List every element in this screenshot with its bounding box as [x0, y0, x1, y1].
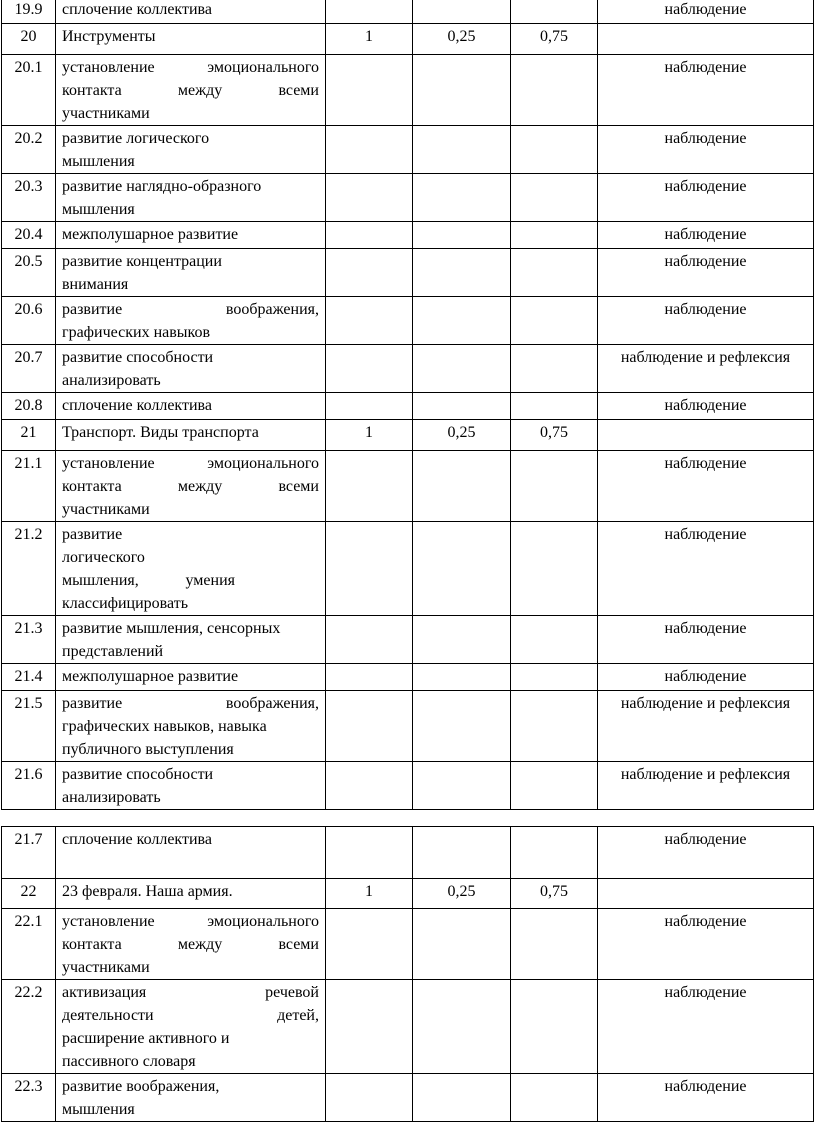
table-row: [2, 762, 814, 810]
topic-cell: сплочение коллектива: [56, 827, 326, 879]
control-form-cell: наблюдение: [598, 55, 814, 126]
theory-cell: [413, 616, 511, 664]
topic-line: мышления, умения: [62, 572, 235, 589]
theory-cell: [413, 297, 511, 345]
hours-cell: [326, 691, 413, 762]
table-row: [2, 664, 814, 691]
hours-cell: [326, 249, 413, 297]
table-row: [2, 909, 814, 980]
hours-cell: [326, 616, 413, 664]
topic-cell: сплочение коллектива: [56, 393, 326, 420]
topic-line: публичного выступления: [62, 741, 234, 758]
table-row: [2, 126, 814, 174]
table-row: [2, 420, 814, 451]
hours-cell: [326, 664, 413, 691]
theory-cell: [413, 827, 511, 879]
topic-cell: межполушарное развитие: [56, 222, 326, 249]
practice-cell: [511, 451, 598, 522]
table-row: [2, 297, 814, 345]
control-form-cell: наблюдение: [598, 126, 814, 174]
theory-cell: [413, 393, 511, 420]
topic-line: контакта между всеми: [62, 82, 319, 99]
hours-cell: 1: [326, 879, 413, 909]
hours-cell: [326, 126, 413, 174]
topic-line: установление эмоционального: [62, 455, 319, 472]
control-form-cell: наблюдение: [598, 451, 814, 522]
theory-cell: [413, 0, 511, 24]
practice-cell: [511, 827, 598, 879]
table-row: [2, 24, 814, 55]
row-number: 20.8: [2, 393, 56, 420]
theory-cell: [413, 909, 511, 980]
control-form-cell: наблюдение: [598, 0, 814, 24]
topic-line: контакта между всеми: [62, 936, 319, 953]
control-form-cell: наблюдение: [598, 1074, 814, 1122]
table-row: [2, 249, 814, 297]
lesson-plan-table-continued: [1, 826, 814, 1122]
theory-cell: [413, 1074, 511, 1122]
theory-cell: 0,25: [413, 420, 511, 451]
theory-cell: [413, 222, 511, 249]
topic-line: пассивного словаря: [62, 1053, 196, 1070]
control-form-cell: наблюдение: [598, 522, 814, 616]
row-number: 20.1: [2, 55, 56, 126]
control-form-cell: наблюдение: [598, 664, 814, 691]
control-form-cell: [598, 24, 814, 55]
hours-cell: [326, 55, 413, 126]
theory-cell: [413, 174, 511, 222]
row-number: 22: [2, 879, 56, 909]
practice-cell: [511, 297, 598, 345]
practice-cell: 0,75: [511, 420, 598, 451]
hours-cell: 1: [326, 24, 413, 55]
practice-cell: 0,75: [511, 24, 598, 55]
row-number: 22.3: [2, 1074, 56, 1122]
practice-cell: [511, 762, 598, 810]
theory-cell: [413, 522, 511, 616]
topic-line: развитие воображения,: [62, 695, 319, 712]
hours-cell: [326, 522, 413, 616]
theory-cell: [413, 345, 511, 393]
hours-cell: [326, 0, 413, 24]
row-number: 22.1: [2, 909, 56, 980]
topic-line: развитие: [62, 526, 123, 543]
practice-cell: [511, 345, 598, 393]
topic-line: участниками: [62, 501, 150, 518]
topic-cell: сплочение коллектива: [56, 0, 326, 24]
hours-cell: [326, 297, 413, 345]
theory-cell: [413, 664, 511, 691]
topic-cell: развитие способности анализировать: [56, 345, 326, 393]
topic-line: расширение активного и: [62, 1030, 230, 1047]
row-number: 20.4: [2, 222, 56, 249]
table-row: [2, 393, 814, 420]
table-row: [2, 879, 814, 909]
control-form-cell: наблюдение: [598, 827, 814, 879]
control-form-cell: наблюдение: [598, 980, 814, 1074]
hours-cell: [326, 345, 413, 393]
control-form-cell: наблюдение: [598, 909, 814, 980]
topic-cell: [56, 691, 326, 762]
theory-cell: [413, 451, 511, 522]
topic-cell: [56, 451, 326, 522]
control-form-cell: наблюдение: [598, 393, 814, 420]
topic-cell: [56, 980, 326, 1074]
table-row: [2, 827, 814, 879]
topic-cell: развитие мышления, сенсорных представлений: [56, 616, 326, 664]
row-number: 20.2: [2, 126, 56, 174]
hours-cell: [326, 762, 413, 810]
topic-line: классифицировать: [62, 595, 188, 612]
hours-cell: [326, 827, 413, 879]
row-number: 20.3: [2, 174, 56, 222]
table-row: [2, 616, 814, 664]
topic-cell: [56, 55, 326, 126]
topic-cell: межполушарное развитие: [56, 664, 326, 691]
hours-cell: [326, 174, 413, 222]
control-form-cell: [598, 420, 814, 451]
control-form-cell: [598, 879, 814, 909]
topic-cell: [56, 297, 326, 345]
topic-line: установление эмоционального: [62, 59, 319, 76]
topic-line: контакта между всеми: [62, 478, 319, 495]
control-form-cell: наблюдение: [598, 297, 814, 345]
theory-cell: [413, 126, 511, 174]
theory-cell: [413, 691, 511, 762]
topic-cell: 23 февраля. Наша армия.: [56, 879, 326, 909]
row-number: 19.9: [2, 0, 56, 24]
table-row: [2, 345, 814, 393]
practice-cell: [511, 980, 598, 1074]
control-form-cell: наблюдение и рефлексия: [598, 762, 814, 810]
row-number: 21.6: [2, 762, 56, 810]
control-form-cell: наблюдение и рефлексия: [598, 345, 814, 393]
hours-cell: [326, 451, 413, 522]
table-row: [2, 55, 814, 126]
practice-cell: [511, 691, 598, 762]
practice-cell: [511, 249, 598, 297]
topic-cell: развитие воображения, мышления: [56, 1074, 326, 1122]
control-form-cell: наблюдение и рефлексия: [598, 691, 814, 762]
table-row: [2, 451, 814, 522]
practice-cell: [511, 393, 598, 420]
topic-line: развитие воображения,: [62, 301, 319, 318]
row-number: 21.2: [2, 522, 56, 616]
row-number: 21.1: [2, 451, 56, 522]
hours-cell: [326, 222, 413, 249]
topic-line: установление эмоционального: [62, 913, 319, 930]
row-number: 21.7: [2, 827, 56, 879]
practice-cell: [511, 174, 598, 222]
theory-cell: [413, 762, 511, 810]
table-row: [2, 0, 814, 24]
theory-cell: [413, 249, 511, 297]
row-number: 21: [2, 420, 56, 451]
table-row: [2, 691, 814, 762]
practice-cell: [511, 522, 598, 616]
row-number: 21.5: [2, 691, 56, 762]
practice-cell: [511, 616, 598, 664]
practice-cell: [511, 222, 598, 249]
practice-cell: [511, 664, 598, 691]
topic-cell: Транспорт. Виды транспорта: [56, 420, 326, 451]
row-number: 21.3: [2, 616, 56, 664]
hours-cell: 1: [326, 420, 413, 451]
topic-cell: развитие концентрации внимания: [56, 249, 326, 297]
hours-cell: [326, 1074, 413, 1122]
topic-cell: развитие логического мышления: [56, 126, 326, 174]
topic-line: логического: [62, 549, 145, 566]
row-number: 20.6: [2, 297, 56, 345]
theory-cell: 0,25: [413, 879, 511, 909]
control-form-cell: наблюдение: [598, 249, 814, 297]
row-number: 20.5: [2, 249, 56, 297]
practice-cell: [511, 55, 598, 126]
theory-cell: 0,25: [413, 24, 511, 55]
table-row: [2, 980, 814, 1074]
hours-cell: [326, 980, 413, 1074]
topic-cell: [56, 522, 326, 616]
practice-cell: [511, 1074, 598, 1122]
topic-line: графических навыков: [62, 324, 211, 341]
row-number: 20.7: [2, 345, 56, 393]
table-row: [2, 222, 814, 249]
topic-cell: [56, 909, 326, 980]
row-number: 21.4: [2, 664, 56, 691]
topic-line: графических навыков, навыка: [62, 718, 267, 735]
topic-line: участниками: [62, 959, 150, 976]
control-form-cell: наблюдение: [598, 222, 814, 249]
practice-cell: [511, 0, 598, 24]
topic-cell: развитие наглядно-образного мышления: [56, 174, 326, 222]
hours-cell: [326, 393, 413, 420]
theory-cell: [413, 55, 511, 126]
row-number: 20: [2, 24, 56, 55]
topic-line: деятельности детей,: [62, 1007, 319, 1024]
theory-cell: [413, 980, 511, 1074]
practice-cell: 0,75: [511, 879, 598, 909]
topic-cell: развитие способности анализировать: [56, 762, 326, 810]
table-row: [2, 1074, 814, 1122]
topic-line: активизация речевой: [62, 984, 319, 1001]
practice-cell: [511, 909, 598, 980]
topic-line: участниками: [62, 105, 150, 122]
row-number: 22.2: [2, 980, 56, 1074]
table-row: [2, 522, 814, 616]
hours-cell: [326, 909, 413, 980]
lesson-plan-table: [1, 0, 814, 810]
control-form-cell: наблюдение: [598, 616, 814, 664]
control-form-cell: наблюдение: [598, 174, 814, 222]
topic-cell: Инструменты: [56, 24, 326, 55]
practice-cell: [511, 126, 598, 174]
table-row: [2, 174, 814, 222]
